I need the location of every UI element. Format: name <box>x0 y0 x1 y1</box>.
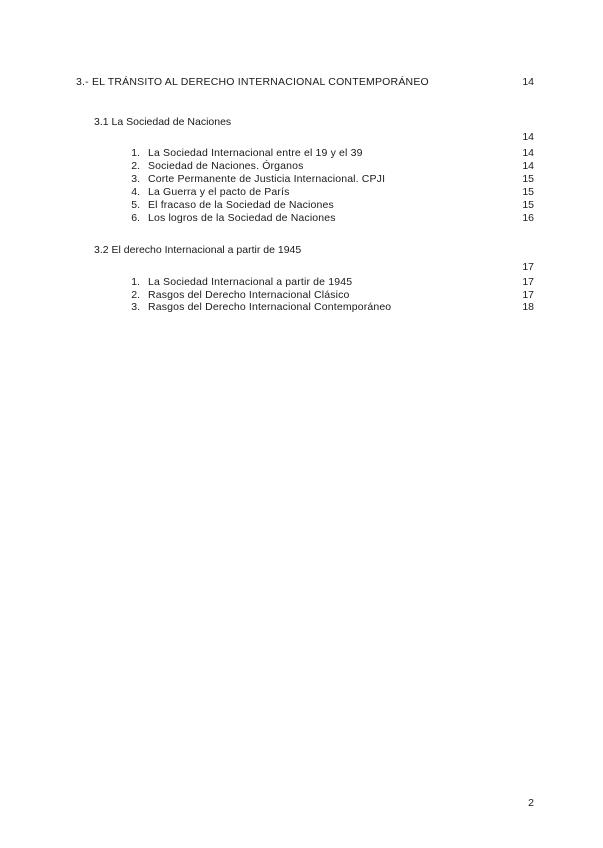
toc-section-title: 3.2 El derecho Internacional a partir de 1945 <box>94 244 302 256</box>
toc-item-number: 6. <box>131 212 140 224</box>
toc-item-label: La Guerra y el pacto de París <box>148 186 290 198</box>
toc-item-page: 14 <box>522 147 534 159</box>
toc-item-number: 1. <box>131 276 140 288</box>
toc-item-number: 2. <box>131 289 140 301</box>
toc-chapter-title: 3.- EL TRÁNSITO AL DERECHO INTERNACIONAL CONTEMPORÁNEO <box>76 76 429 88</box>
toc-item-number: 3. <box>131 173 140 185</box>
toc-item-page: 15 <box>522 199 534 211</box>
toc-chapter-page: 14 <box>522 76 534 88</box>
toc-item-page: 17 <box>522 276 534 288</box>
toc-item-page: 18 <box>522 301 534 313</box>
toc-item-number: 5. <box>131 199 140 211</box>
toc-item-label: El fracaso de la Sociedad de Naciones <box>148 199 334 211</box>
toc-item-page: 16 <box>522 212 534 224</box>
toc-item-label: Rasgos del Derecho Internacional Contemporáneo <box>148 301 392 313</box>
toc-item-label: Corte Permanente de Justicia Internacional. CPJI <box>148 173 386 185</box>
toc-item-page: 14 <box>522 160 534 172</box>
toc-item-label: La Sociedad Internacional entre el 19 y el 39 <box>148 147 363 159</box>
toc-item-page: 15 <box>522 173 534 185</box>
toc-item-number: 1. <box>131 147 140 159</box>
toc-item-label: La Sociedad Internacional a partir de 1945 <box>148 276 353 288</box>
toc-section-page: 17 <box>522 261 534 273</box>
toc-item-label: Los logros de la Sociedad de Naciones <box>148 212 336 224</box>
toc-item-number: 3. <box>131 301 140 313</box>
toc-section-page: 14 <box>522 131 534 143</box>
page-number: 2 <box>528 797 534 809</box>
toc-item-label: Sociedad de Naciones. Órganos <box>148 160 304 172</box>
toc-item-number: 4. <box>131 186 140 198</box>
toc-section-title: 3.1 La Sociedad de Naciones <box>94 116 232 128</box>
toc-item-page: 15 <box>522 186 534 198</box>
toc-item-label: Rasgos del Derecho Internacional Clásico <box>148 289 350 301</box>
toc-item-page: 17 <box>522 289 534 301</box>
toc-item-number: 2. <box>131 160 140 172</box>
